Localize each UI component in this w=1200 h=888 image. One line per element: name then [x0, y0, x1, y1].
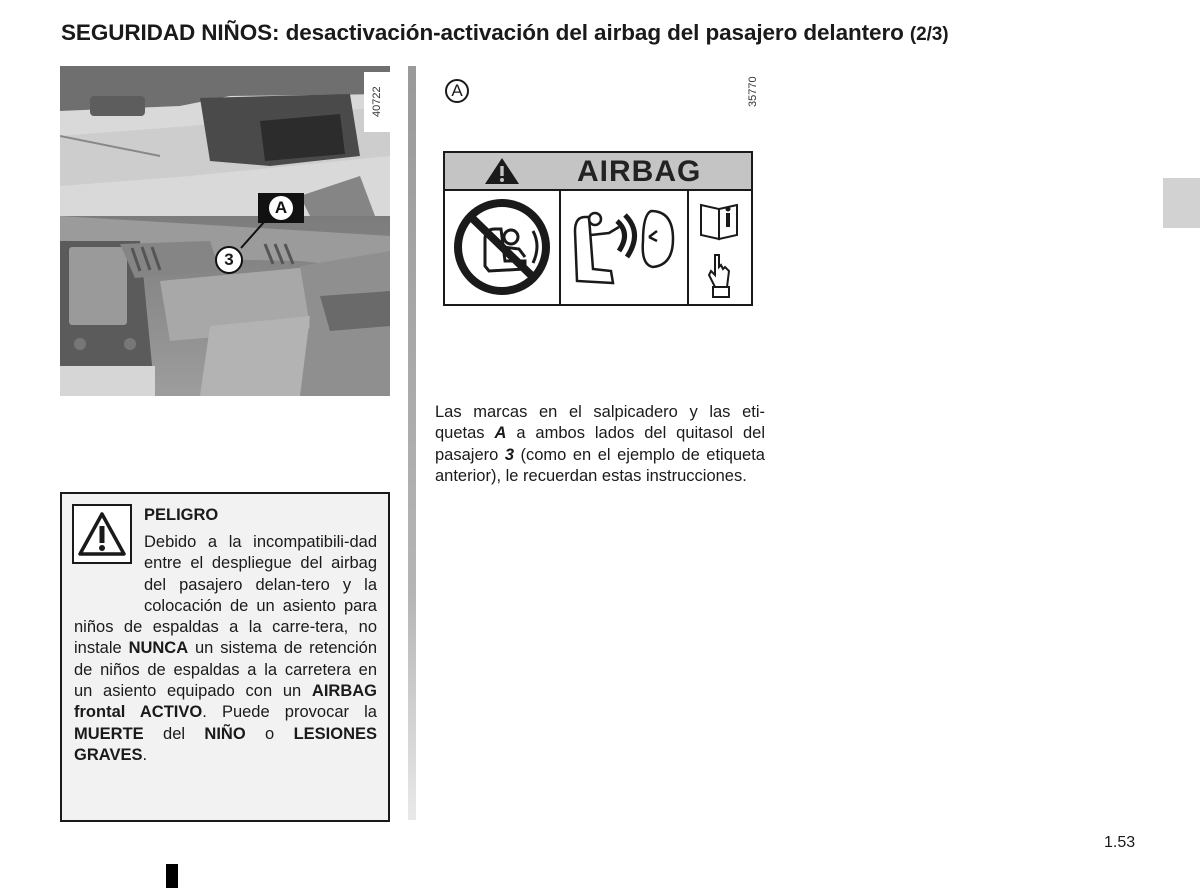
read-manual-icon	[689, 191, 751, 304]
airbag-deployment-icon	[561, 191, 689, 304]
danger-title: PELIGRO	[144, 506, 219, 524]
danger-text-segment: . Puede provocar la	[202, 703, 377, 722]
no-rear-facing-child-seat-icon	[445, 191, 561, 304]
body-text-segment: 3	[504, 445, 514, 464]
airbag-warning-label	[443, 151, 753, 306]
label-reference-code: 35770	[747, 76, 759, 108]
danger-text-segment: NUNCA	[128, 639, 189, 658]
danger-text-segment: .	[142, 745, 148, 764]
callout-3: 3	[215, 246, 243, 274]
danger-text-segment: AIRBAG frontal ACTIVO	[74, 682, 377, 722]
body-text-segment: (como en el ejemplo de etiqueta anterior), le recuerdan estas instrucciones.	[435, 445, 765, 485]
danger-text-segment: Debido a la incompatibili-dad entre el despliegue del airbag del pasajero delan-tero y la colocación de un asiento para niños de espaldas a la carre-tera, no instale	[74, 533, 377, 658]
explanation-paragraph	[435, 402, 765, 487]
callout-leader-line	[60, 66, 390, 396]
danger-text-segment: NIÑO	[204, 724, 246, 743]
label-marker-a: A	[445, 79, 469, 103]
danger-text-segment: LESIONES GRAVES	[74, 724, 377, 764]
danger-text-segment: un sistema de retención de niños de espaldas a la carretera en un asiento equipado con un	[74, 639, 377, 701]
danger-text-segment: MUERTE	[74, 724, 144, 743]
danger-box	[60, 492, 390, 822]
airbag-label-heading: AIRBAG	[577, 155, 702, 188]
interior-photo	[60, 66, 390, 396]
page-title-suffix: (2/3)	[909, 24, 949, 45]
page-title	[61, 20, 948, 46]
column-divider	[408, 66, 416, 820]
body-text-segment: A	[494, 424, 507, 443]
photo-marker-a-text: A	[269, 196, 293, 220]
danger-text-segment: del	[143, 724, 205, 743]
chapter-side-tab	[1163, 178, 1200, 228]
airbag-label-header	[445, 153, 751, 191]
page-number: 1.53	[1104, 834, 1136, 851]
page-title-main: SEGURIDAD NIÑOS: desactivación-activación del airbag del pasajero delantero	[61, 20, 904, 45]
bottom-margin-mark	[166, 864, 178, 888]
danger-text	[74, 532, 377, 766]
body-text-segment: Las marcas en el salpicadero y las eti-quetas	[435, 403, 765, 443]
photo-reference-code: 40722	[364, 72, 390, 132]
danger-text-segment: o	[245, 724, 294, 743]
warning-triangle-icon	[483, 156, 521, 186]
body-text-segment: a ambos lados del quitasol del pasajero	[435, 424, 766, 464]
